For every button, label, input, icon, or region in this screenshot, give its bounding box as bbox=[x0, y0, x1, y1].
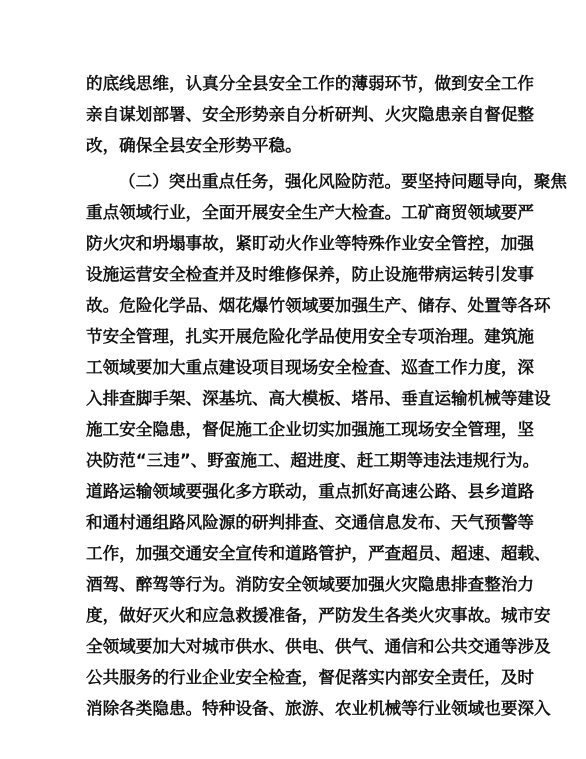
text-line: 改，确保全县安全形势平稳。 bbox=[86, 136, 302, 155]
text-line: 工作，加强交通安全宣传和道路管护，严查超员、超速、超载、 bbox=[86, 544, 551, 563]
text-line: （二）突出重点任务，强化风险防范。要坚持问题导向，聚焦 bbox=[119, 172, 568, 191]
text-line: 全领域要加大对城市供水、供电、供气、通信和公共交通等涉及 bbox=[86, 637, 551, 656]
text-line: 重点领域行业，全面开展安全生产大检查。工矿商贸领域要严 bbox=[86, 203, 535, 222]
text-line: 度，做好灭火和应急救援准备，严防发生各类火灾事故。城市安 bbox=[86, 606, 551, 625]
paragraph-2 bbox=[86, 166, 568, 724]
text-line: 亲自谋划部署、安全形势亲自分析研判、火灾隐患亲自督促整 bbox=[86, 105, 535, 124]
text-line: 故。危险化学品、烟花爆竹领域要加强生产、储存、处置等各环 bbox=[86, 296, 551, 315]
text-line: 公共服务的行业企业安全检查，督促落实内部安全责任，及时 bbox=[86, 668, 535, 687]
text-line: 道路运输领域要强化多方联动，重点抓好高速公路、县乡道路 bbox=[86, 482, 535, 501]
text-line: 入排查脚手架、深基坑、高大模板、塔吊、垂直运输机械等建设 bbox=[86, 389, 551, 408]
document-body bbox=[86, 68, 568, 724]
text-line: 决防范“三违”、野蛮施工、超进度、赶工期等违法违规行为。 bbox=[86, 451, 540, 470]
text-line: 酒驾、醉驾等行为。消防安全领域要加强火灾隐患排查整治力 bbox=[86, 575, 535, 594]
paragraph-1 bbox=[86, 68, 535, 161]
text-line: 施工安全隐患，督促施工企业切实加强施工现场安全管理，坚 bbox=[86, 420, 535, 439]
text-line: 消除各类隐患。特种设备、旅游、农业机械等行业领域也要深入 bbox=[86, 699, 551, 718]
text-line: 防火灾和坍塌事故，紧盯动火作业等特殊作业安全管控，加强 bbox=[86, 234, 535, 253]
text-line: 节安全管理，扎实开展危险化学品使用安全专项治理。建筑施 bbox=[86, 327, 535, 346]
text-line: 设施运营安全检查并及时维修保养，防止设施带病运转引发事 bbox=[86, 265, 535, 284]
text-line: 工领域要加大重点建设项目现场安全检查、巡查工作力度，深 bbox=[86, 358, 535, 377]
text-line: 和通村通组路风险源的研判排查、交通信息发布、天气预警等 bbox=[86, 513, 535, 532]
text-line: 的底线思维，认真分全县安全工作的薄弱环节，做到安全工作 bbox=[86, 74, 535, 93]
